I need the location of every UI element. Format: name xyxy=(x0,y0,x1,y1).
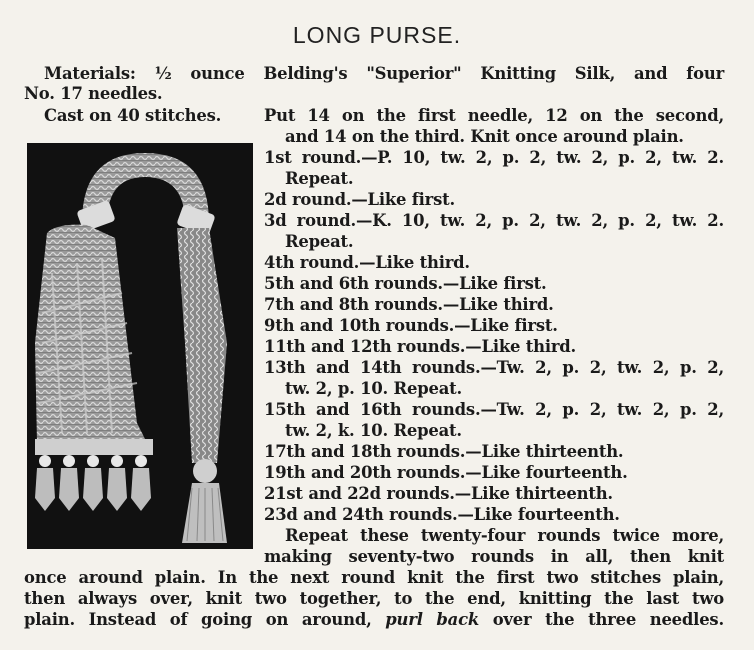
closing-line-5-start: plain. Instead of going on around, xyxy=(24,610,372,629)
instruction-line: 5th and 6th rounds.—Like first. xyxy=(264,274,547,293)
closing-line-5 xyxy=(24,609,724,630)
instruction-line: 7th and 8th rounds.—Like third. xyxy=(264,295,554,314)
instruction-line: 2d round.—Like first. xyxy=(264,190,455,209)
cast-on-line-2: and 14 on the third. Knit once around plain. xyxy=(285,127,684,146)
instruction-line: 4th round.—Like third. xyxy=(264,253,470,272)
closing-line-3: once around plain. In the next round knit the first two stitches plain, xyxy=(24,568,724,587)
instruction-line: 15th and 16th rounds.—Tw. 2, p. 2, tw. 2, p. 2, xyxy=(264,400,724,419)
purse-illustration xyxy=(27,143,253,549)
materials-line-2: No. 17 needles. xyxy=(24,84,163,103)
instruction-line: tw. 2, k. 10. Repeat. xyxy=(285,421,462,440)
page-title: LONG PURSE. xyxy=(292,22,462,48)
instruction-line: 3d round.—K. 10, tw. 2, p. 2, tw. 2, p. 2, tw. 2. xyxy=(264,211,724,230)
instruction-line: 19th and 20th rounds.—Like fourteenth. xyxy=(264,463,628,482)
instruction-line: 21st and 22d rounds.—Like thirteenth. xyxy=(264,484,613,503)
purl-back-emphasis: purl back xyxy=(385,610,480,629)
closing-line-5-end: over the three needles. xyxy=(492,610,724,629)
instruction-line: 1st round.—P. 10, tw. 2, p. 2, tw. 2, p. 2, tw. 2. xyxy=(264,148,724,167)
instruction-line: 17th and 18th rounds.—Like thirteenth. xyxy=(264,442,624,461)
cast-on-line-1: Put 14 on the first needle, 12 on the second, xyxy=(264,106,724,125)
closing-line-4: then always over, knit two together, to the end, knitting the last two xyxy=(24,589,724,608)
closing-line-2: making seventy-two rounds in all, then knit xyxy=(264,547,724,566)
instruction-line: Repeat. xyxy=(285,232,354,251)
closing-line-1: Repeat these twenty-four rounds twice more, xyxy=(285,526,724,545)
instruction-line: 23d and 24th rounds.—Like fourteenth. xyxy=(264,505,620,524)
instruction-line: 9th and 10th rounds.—Like first. xyxy=(264,316,558,335)
cast-on-label: Cast on 40 stitches. xyxy=(44,106,222,125)
instruction-line: 11th and 12th rounds.—Like third. xyxy=(264,337,577,356)
instruction-line: tw. 2, p. 10. Repeat. xyxy=(285,379,462,398)
instruction-line: Repeat. xyxy=(285,169,354,188)
instruction-line: 13th and 14th rounds.—Tw. 2, p. 2, tw. 2, p. 2, xyxy=(264,358,724,377)
materials-line-1: Materials: ½ ounce Belding's "Superior" Knitting Silk, and four xyxy=(44,64,724,83)
purse-drawing xyxy=(27,143,253,549)
